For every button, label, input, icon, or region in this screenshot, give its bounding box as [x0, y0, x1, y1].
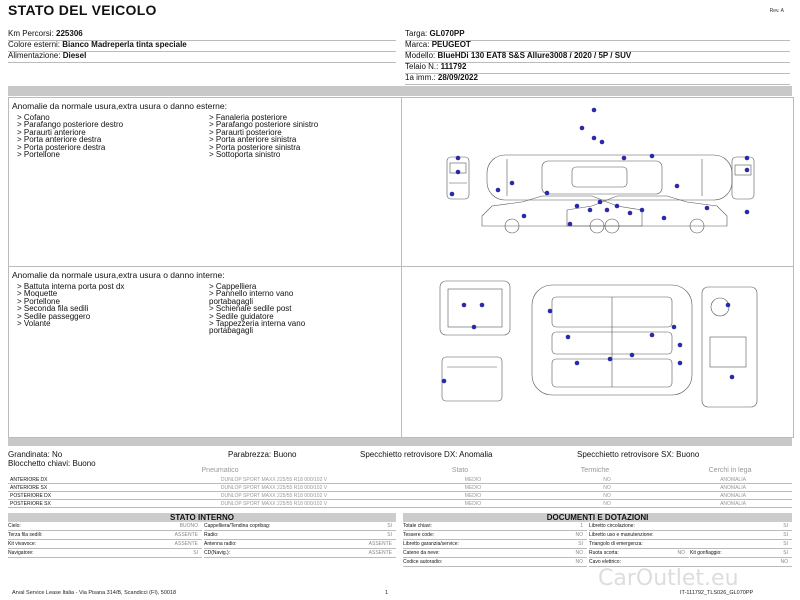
footer-page-number: 1 [385, 590, 389, 596]
damage-marker [442, 379, 447, 384]
tyre-thermal: NO [540, 500, 674, 508]
damage-marker [472, 325, 477, 330]
alimentazione-row [8, 51, 396, 63]
list-item: > Portellone [17, 150, 60, 160]
section-divider [8, 86, 792, 96]
modello-label: Modello: [405, 51, 436, 60]
list-item: > Moquette [17, 289, 58, 299]
list-item: > Sedile passeggero [17, 311, 91, 321]
targa-label: Targa: [405, 29, 428, 38]
damage-marker [522, 214, 527, 219]
list-item: > Volante [17, 319, 51, 329]
damage-marker [730, 375, 735, 380]
table-row [8, 492, 792, 500]
damage-marker [628, 211, 633, 216]
documenti-row: Ruota scorta: NO [589, 549, 689, 558]
documenti-row: Triangolo di emergenza: SI [589, 540, 792, 549]
trunk-rear-view [442, 357, 502, 401]
list-item: > Porta posteriore destra [17, 142, 106, 152]
stato-interno-row: Kit vivavoce: ASSENTE [8, 540, 202, 549]
km-label: Km Percorsi: [8, 29, 54, 38]
internal-list-col2 [209, 283, 305, 335]
damage-marker [615, 204, 620, 209]
damage-marker [575, 204, 580, 209]
damage-marker [568, 222, 573, 227]
list-item: > Porta anteriore sinistra [209, 135, 297, 145]
section-divider [8, 438, 792, 446]
car-left-side [482, 196, 642, 233]
tyre-model: DUNLOP SPORT MAXX 225/55 R18 000/102 V [142, 492, 406, 500]
tyre-rim: ANOMALIA [674, 492, 792, 500]
immatricolazione-label: 1a imm.: [405, 73, 436, 82]
car-rear-view [732, 157, 754, 199]
list-item: > Porta posteriore sinistra [209, 142, 301, 152]
damage-marker [456, 170, 461, 175]
damage-marker [745, 168, 750, 173]
cabin-top-view [532, 285, 692, 395]
documenti-row: Libretto uso e manutenzione: SI [589, 531, 792, 540]
stato-interno-row: CD(Navig.): ASSENTE [204, 549, 396, 558]
external-list-col2 [209, 114, 318, 158]
alimentazione-label: Alimentazione: [8, 51, 61, 60]
tyre-state: MEDIO [406, 484, 540, 492]
stato-interno-row: Cielo: BUONO [8, 522, 202, 531]
damage-marker [510, 181, 515, 186]
list-item: > Schienale sedile post [209, 304, 292, 314]
immatricolazione-value: 28/09/2022 [437, 73, 478, 82]
table-row [8, 476, 792, 484]
damage-marker [650, 154, 655, 159]
tyre-state: MEDIO [406, 500, 540, 508]
tyre-header-pneumatico: Pneumatico [201, 467, 239, 474]
damage-marker [675, 184, 680, 189]
car-right-side [567, 196, 727, 233]
damage-marker [580, 126, 585, 131]
table-row [8, 500, 792, 508]
tyre-thermal: NO [540, 476, 674, 484]
colore-value: Bianco Madreperla tinta speciale [62, 40, 187, 49]
documenti-row: Codice autoradio: NO [403, 558, 587, 567]
damage-marker [608, 357, 613, 362]
tyre-position: ANTERIORE SX [8, 484, 142, 492]
list-item: > Portellone [17, 296, 60, 306]
table-row [8, 484, 792, 492]
tyre-rim: ANOMALIA [674, 484, 792, 492]
internal-damage-panel [8, 266, 402, 438]
list-item: > Fanaleria posteriore [209, 113, 288, 122]
damage-marker [548, 309, 553, 314]
documenti-row: Libretto garanzia/service: SI [403, 540, 587, 549]
list-item: > Battuta interna porta post dx [17, 282, 125, 291]
external-car-diagram [402, 98, 793, 266]
documenti-row: Cavo elettrico: NO [589, 558, 792, 567]
list-item: > Seconda fila sedili [17, 304, 89, 314]
marca-value: PEUGEOT [431, 40, 471, 49]
tyre-position: POSTERIORE DX [8, 492, 142, 500]
watermark-logo: CarOutlet.eu [598, 566, 739, 591]
stato-interno-row: Antenna radio: ASSENTE [204, 540, 396, 549]
damage-marker [450, 192, 455, 197]
tyre-model: DUNLOP SPORT MAXX 225/55 R18 000/102 V [142, 500, 406, 508]
damage-marker [545, 191, 550, 196]
targa-value: GL070PP [429, 29, 465, 38]
page-title: STATO DEL VEICOLO [8, 2, 157, 18]
list-item: portabagagli [209, 326, 254, 336]
list-item: portabagagli [209, 296, 254, 306]
list-item: > Sottoporta sinistro [209, 150, 281, 160]
damage-marker [592, 108, 597, 113]
external-diagram-panel [401, 97, 794, 267]
damage-marker [678, 361, 683, 366]
tyre-rim: ANOMALIA [674, 476, 792, 484]
documenti-row: Libretto circolazione: SI [589, 522, 792, 531]
documenti-row: Kit gonfiaggio: SI [690, 549, 792, 558]
documenti-row: Tessere code: NO [403, 531, 587, 540]
modello-value: BlueHDi 130 EAT8 S&S Allure3008 / 2020 / 5P / SUV [437, 51, 632, 60]
damage-marker [630, 353, 635, 358]
damage-marker [456, 156, 461, 161]
damage-marker [672, 325, 677, 330]
list-item: > Parafango posteriore sinistro [209, 120, 319, 130]
tyre-model: DUNLOP SPORT MAXX 225/55 R18 000/102 V [142, 484, 406, 492]
list-item: > Parafango posteriore destro [17, 120, 124, 130]
marca-label: Marca: [405, 40, 430, 49]
damage-marker [496, 188, 501, 193]
documenti-row: Catene da neve: NO [403, 549, 587, 558]
damage-marker [745, 156, 750, 161]
damage-marker [622, 156, 627, 161]
tyre-state: MEDIO [406, 492, 540, 500]
tyre-thermal: NO [540, 492, 674, 500]
tyre-position: ANTERIORE DX [8, 476, 142, 484]
tyre-header-termiche: Termiche [580, 467, 610, 474]
tyre-model: DUNLOP SPORT MAXX 225/55 R18 000/102 V [142, 476, 406, 484]
damage-marker [678, 343, 683, 348]
stato-interno-row: Terza fila sedili: ASSENTE [8, 531, 202, 540]
specchietto-dx-text: Specchietto retrovisore DX: Anomalia [360, 450, 493, 459]
km-value: 225306 [56, 29, 83, 38]
internal-list-col1 [17, 283, 124, 327]
damage-marker [650, 333, 655, 338]
documenti-row: Totale chiavi: 1 [403, 522, 587, 531]
damage-marker [588, 208, 593, 213]
external-damage-title: Anomalie da normale usura,extra usura o danno esterne: [12, 101, 227, 111]
colore-label: Colore esterni: [8, 40, 61, 49]
damage-marker [745, 210, 750, 215]
tyre-state: MEDIO [406, 476, 540, 484]
list-item: > Sedile guidatore [209, 311, 274, 321]
damage-marker [726, 303, 731, 308]
tyre-position: POSTERIORE SX [8, 500, 142, 508]
specchietto-sx-text: Specchietto retrovisore SX: Buono [577, 450, 700, 459]
car-top-view [487, 155, 732, 200]
footer-address: Arval Service Lease Italia - Via Pisana 314/B, Scandicci (FI), 50018 [12, 590, 177, 596]
damage-marker [598, 200, 603, 205]
tyre-header-cerchi: Cerchi in lega [708, 467, 752, 474]
telaio-label: Telaio N.: [405, 62, 439, 71]
stato-interno-title: STATO INTERNO [8, 513, 396, 522]
damage-markers [442, 303, 735, 384]
grandinata-text: Grandinata: No [8, 450, 63, 459]
list-item: > Pannello interno vano [209, 289, 294, 299]
internal-car-diagram [402, 267, 793, 437]
list-item: > Cofano [17, 113, 50, 122]
external-damage-panel [8, 97, 402, 267]
internal-damage-title: Anomalie da normale usura,extra usura o danno interne: [12, 270, 225, 280]
tyre-thermal: NO [540, 484, 674, 492]
blocchetto-text: Blocchetto chiavi: Buono [8, 459, 96, 468]
immatricolazione-row [405, 73, 790, 85]
damage-marker [566, 335, 571, 340]
tyre-header-stato: Stato [451, 467, 469, 474]
damage-marker [592, 136, 597, 141]
damage-marker [662, 216, 667, 221]
external-list-col1 [17, 114, 123, 158]
stato-interno-row: Navigatore: SI [8, 549, 202, 558]
tyre-rim: ANOMALIA [674, 500, 792, 508]
list-item: > Cappelliera [209, 282, 257, 291]
documenti-title: DOCUMENTI E DOTAZIONI [403, 513, 792, 522]
tyres-table [8, 476, 792, 508]
list-item: > Tappezzeria interna vano [209, 319, 306, 329]
list-item: > Paraurti anteriore [17, 127, 86, 137]
damage-marker [462, 303, 467, 308]
damage-marker [605, 208, 610, 213]
telaio-value: 111792 [440, 62, 467, 71]
damage-marker [705, 206, 710, 211]
parabrezza-text: Parabrezza: Buono [228, 450, 297, 459]
list-item: > Paraurti posteriore [209, 127, 282, 137]
stato-interno-row: Radio: SI [204, 531, 396, 540]
alimentazione-value: Diesel [62, 51, 87, 60]
revision-label: Rev. A [769, 8, 784, 14]
damage-marker [575, 361, 580, 366]
stato-interno-row: Cappelliera/Tendina copribag: SI [204, 522, 396, 531]
damage-marker [600, 140, 605, 145]
footer-document-code: IT-111792_TLS026_GL070PP [680, 590, 754, 596]
damage-marker [480, 303, 485, 308]
list-item: > Porta anteriore destra [17, 135, 102, 145]
damage-marker [640, 208, 645, 213]
internal-diagram-panel [401, 266, 794, 438]
